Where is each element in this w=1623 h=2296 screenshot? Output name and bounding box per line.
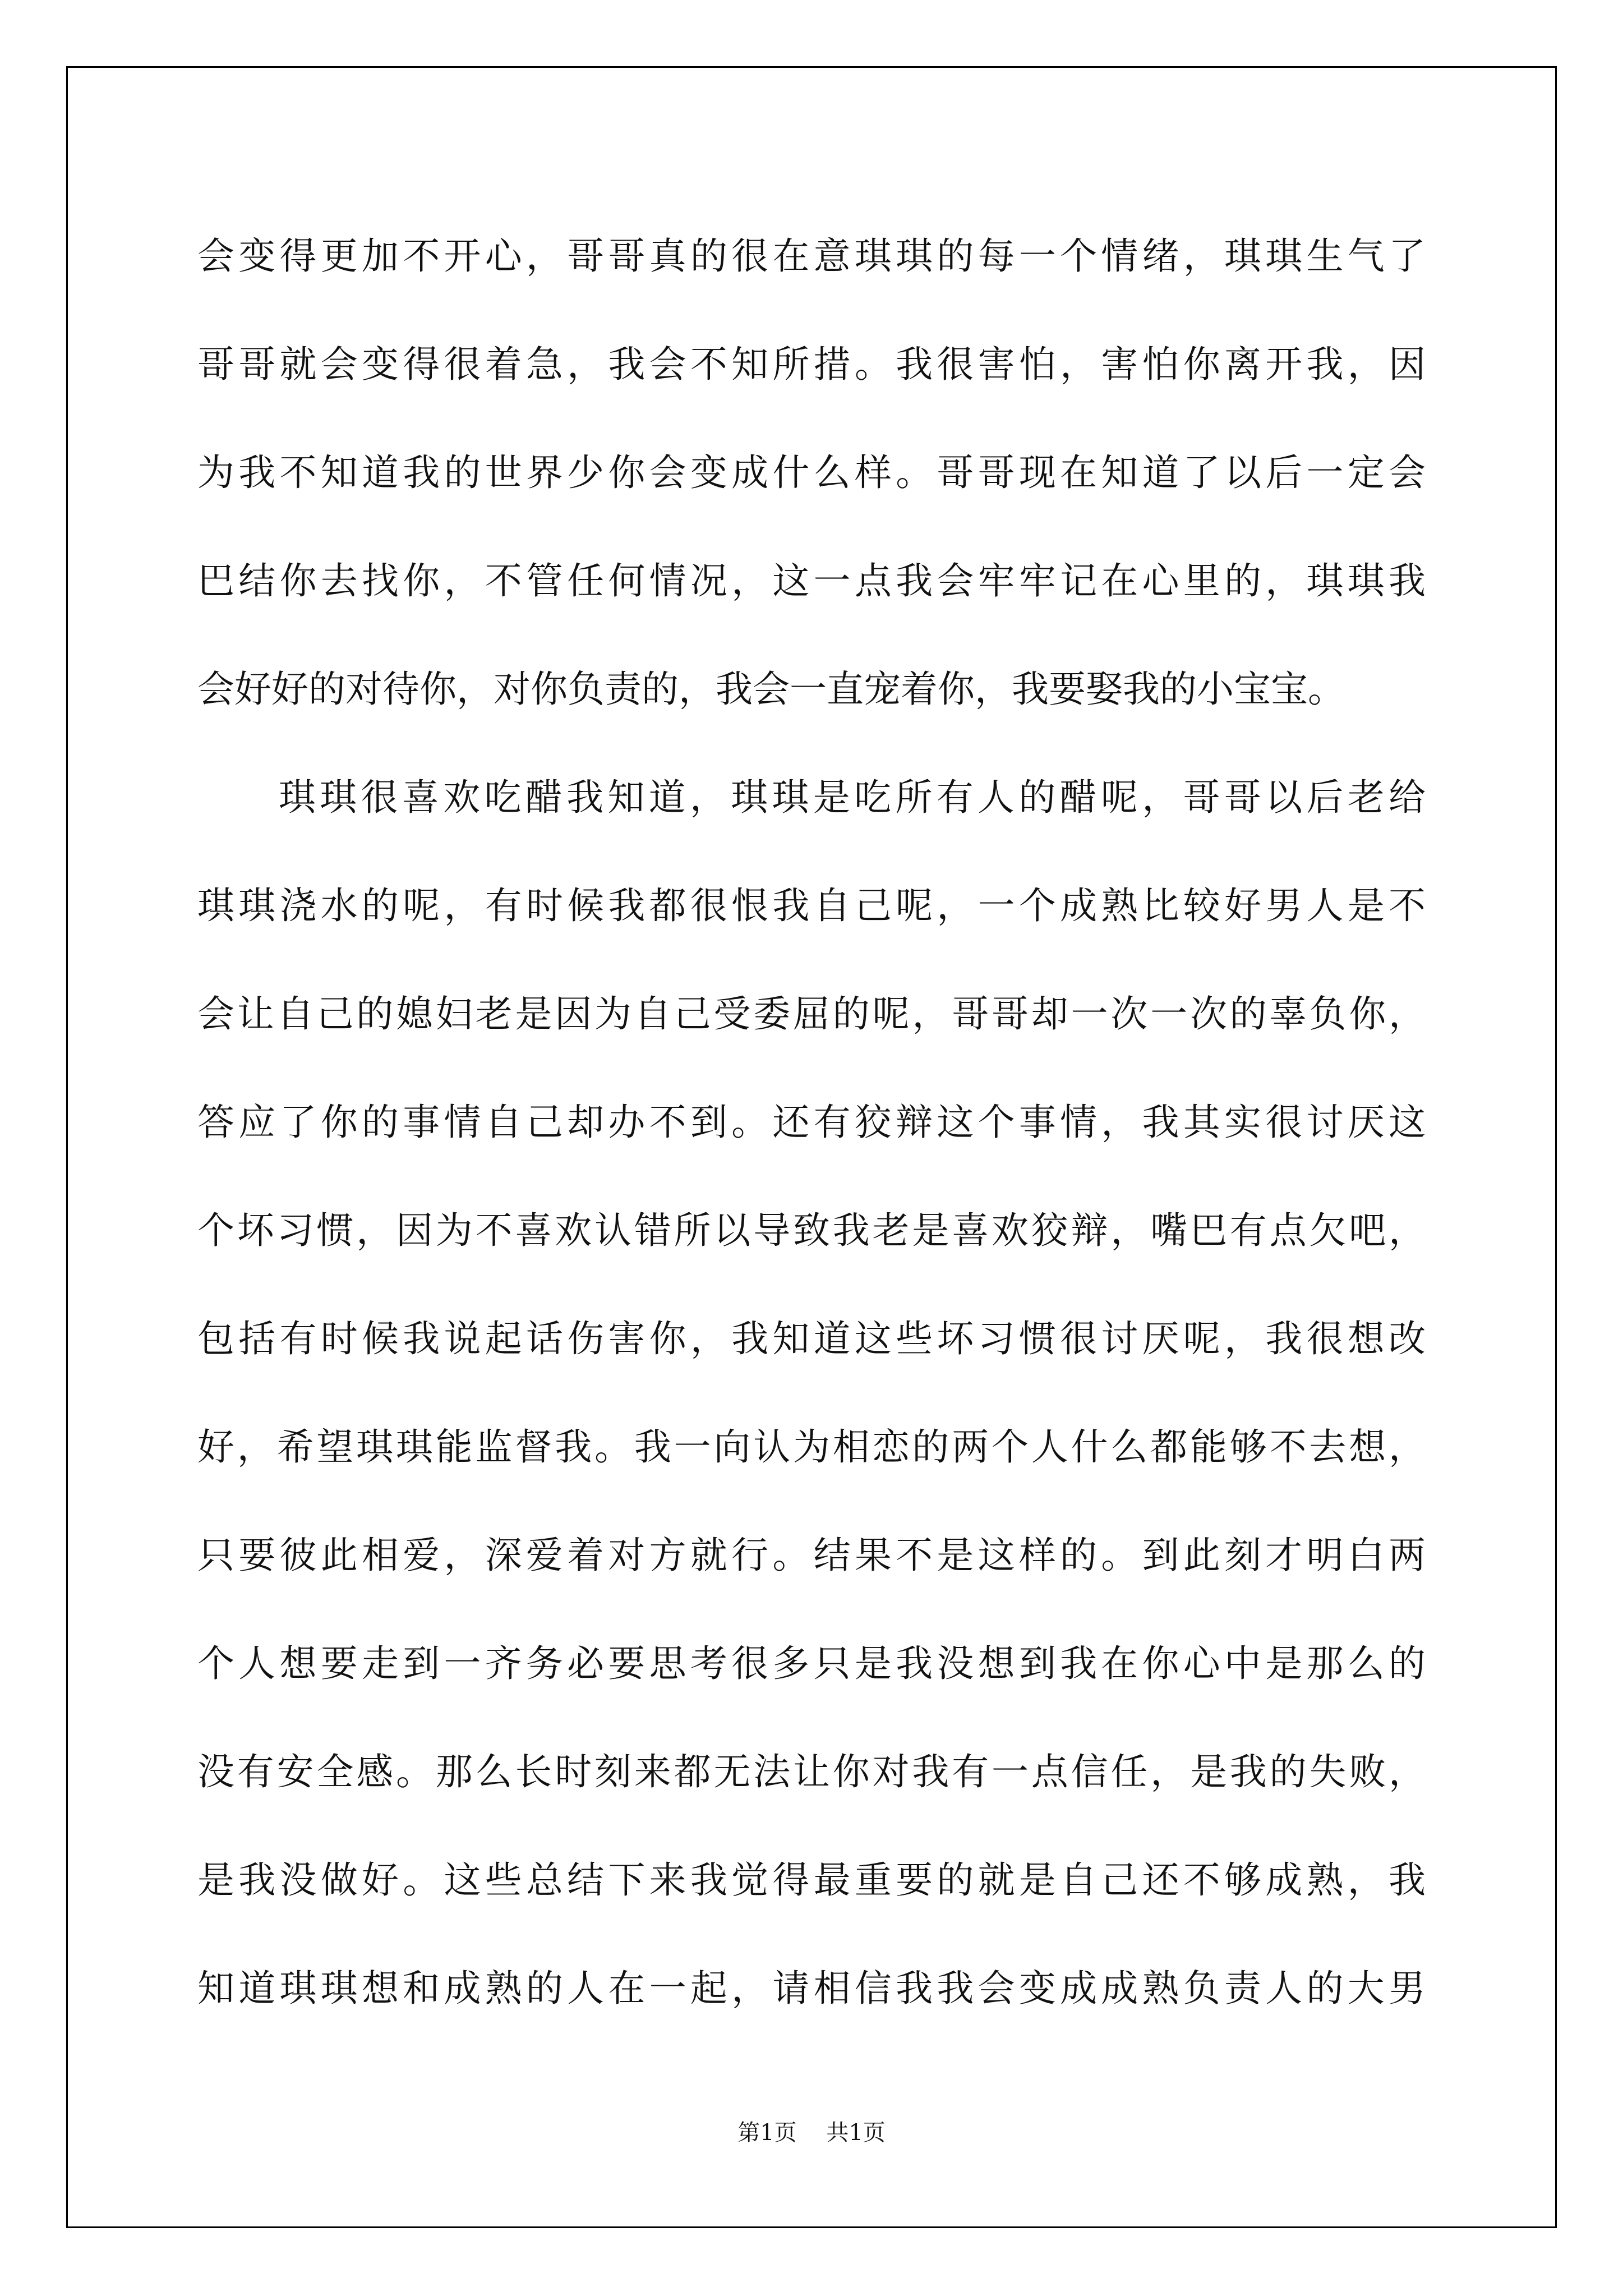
text-line: 只要彼此相爱，深爱着对方就行。结果不是这样的。到此刻才明白两 <box>197 1534 1426 1577</box>
page-footer <box>0 2115 1623 2147</box>
text-line: 是我没做好。这些总结下来我觉得最重要的就是自己还不够成熟，我 <box>197 1858 1426 1902</box>
document-body <box>197 202 1426 2042</box>
text-line: 好，希望琪琪能监督我。我一向认为相恋的两个人什么都能够不去想， <box>197 1425 1426 1469</box>
text-line: 个坏习惯，因为不喜欢认错所以导致我老是喜欢狡辩，嘴巴有点欠吧， <box>197 1209 1426 1252</box>
page-number-total: 共1页 <box>826 2120 886 2146</box>
text-line: 琪琪浇水的呢，有时候我都很恨我自己呢，一个成熟比较好男人是不 <box>197 884 1426 927</box>
text-line: 包括有时候我说起话伤害你，我知道这些坏习惯很讨厌呢，我很想改 <box>197 1317 1426 1360</box>
page-number-current: 第1页 <box>737 2120 797 2146</box>
paragraph-first-line: 琪琪很喜欢吃醋我知道，琪琪是吃所有人的醋呢，哥哥以后老给 <box>279 776 1426 819</box>
text-line: 知道琪琪想和成熟的人在一起，请相信我我会变成成熟负责人的大男 <box>197 1967 1426 2010</box>
text-line: 答应了你的事情自己却办不到。还有狡辩这个事情，我其实很讨厌这 <box>197 1101 1426 1144</box>
text-line: 为我不知道我的世界少你会变成什么样。哥哥现在知道了以后一定会 <box>197 451 1426 494</box>
text-line: 哥哥就会变得很着急，我会不知所措。我很害怕，害怕你离开我，因 <box>197 343 1426 386</box>
text-line: 巴结你去找你，不管任何情况，这一点我会牢牢记在心里的，琪琪我 <box>197 559 1426 602</box>
text-line: 会变得更加不开心，哥哥真的很在意琪琪的每一个情绪，琪琪生气了 <box>197 234 1426 278</box>
text-line: 个人想要走到一齐务必要思考很多只是我没想到我在你心中是那么的 <box>197 1642 1426 1685</box>
text-line: 会让自己的媳妇老是因为自己受委屈的呢，哥哥却一次一次的辜负你， <box>197 992 1426 1036</box>
text-line: 没有安全感。那么长时刻来都无法让你对我有一点信任，是我的失败， <box>197 1750 1426 1793</box>
text-line: 会好好的对待你，对你负责的，我会一直宠着你，我要娶我的小宝宝。 <box>197 668 1345 711</box>
